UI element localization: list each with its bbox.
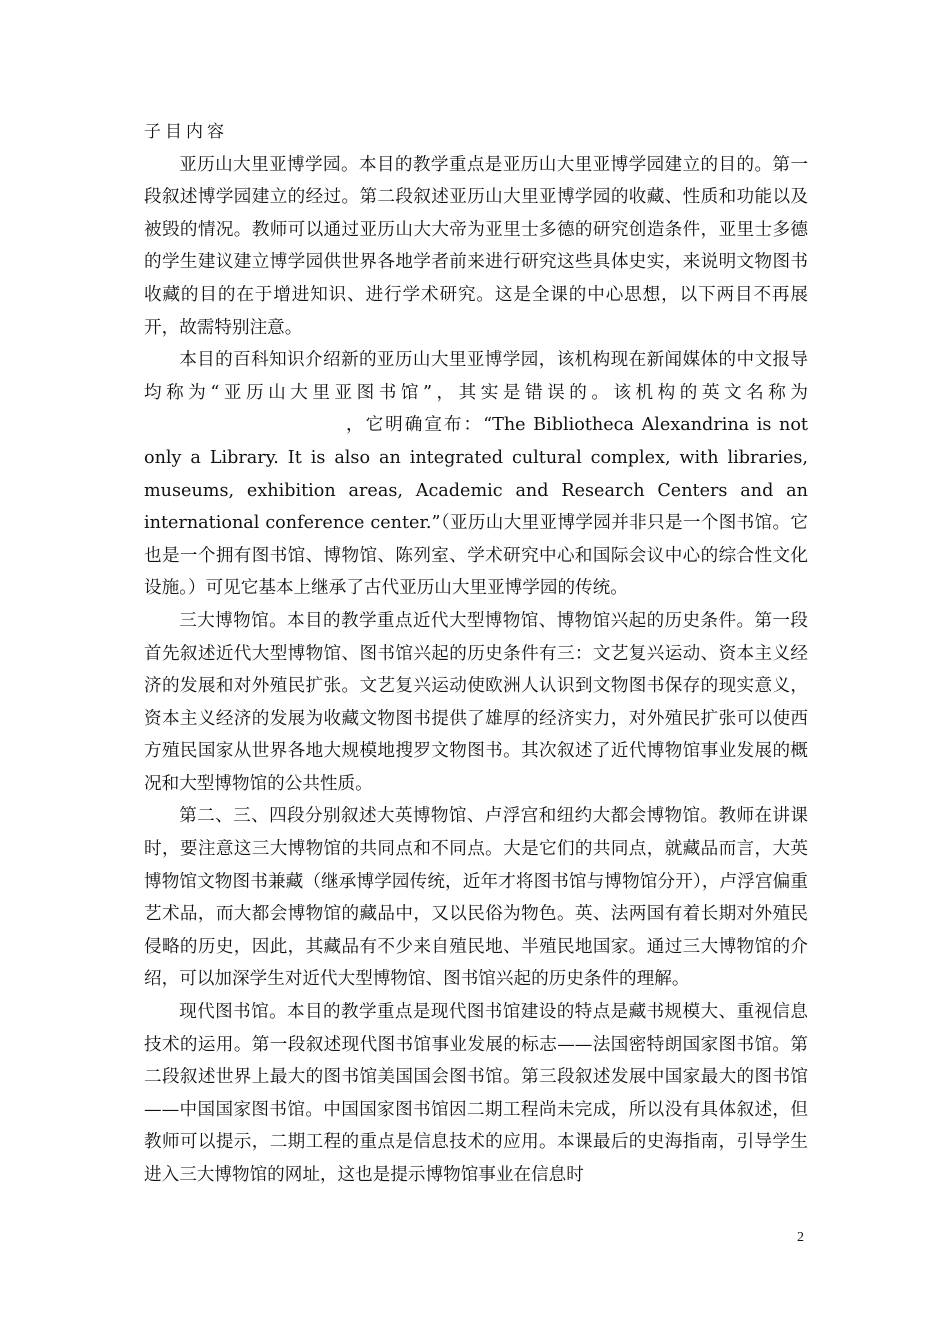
paragraph-new-alexandria [144, 344, 808, 605]
paragraph-museum-comparison: 第二、三、四段分别叙述大英博物馆、卢浮宫和纽约大都会博物馆。教师在讲课时，要注意这三大博物馆的共同点和不同点。大是它们的共同点，就藏品而言，大英博物馆文物图书兼藏（继承博学园传统，近年才将图书馆与博物馆分开），卢浮宫偏重艺术品，而大都会博物馆的藏品中，又以民俗为物色。英、法两国有着长期对外殖民侵略的历史，因此，其藏品有不少来自殖民地、半殖民地国家。通过三大博物馆的介绍，可以加深学生对近代大型博物馆、图书馆兴起的历史条件的理解。 [144, 806, 808, 990]
paragraph-three-museums: 三大博物馆。本目的教学重点近代大型博物馆、博物馆兴起的历史条件。第一段首先叙述近代大型博物馆、图书馆兴起的历史条件有三：文艺复兴运动、资本主义经济的发展和对外殖民扩张。文艺复兴运动使欧洲人认识到文物图书保存的现实意义，资本主义经济的发展为收藏文物图书提供了雄厚的经济实力，对外殖民扩张可以使西方殖民国家从世界各地大规模地搜罗文物图书。其次叙述了近代博物馆事业发展的概况和大型博物馆的公共性质。 [144, 610, 808, 794]
section-heading: 子目内容 [144, 122, 228, 142]
paragraph-new-alexandria-part2: ，它明确宣布：“The Bibliotheca Alexandrina is not only a Library. It is also an integrated cultural complex, with libraries, museums, exhibition areas, Academic and Research Centers and an international conference center.”（亚历山大里亚博学园并非只是一个图书馆。它也是一个拥有图书馆、博物馆、陈列室、学术研究中心和国际会议中心的综合性文化设施。）可见它基本上继承了古代亚历山大里亚博学园的传统。 [144, 415, 808, 599]
paragraph-new-alexandria-part1: 本目的百科知识介绍新的亚历山大里亚博学园，该机构现在新闻媒体的中文报导均称为“亚历山大里亚图书馆”，其实是错误的。该机构的英文名称为 [144, 350, 808, 403]
page-number: 2 [797, 1230, 804, 1245]
paragraph-modern-library: 现代图书馆。本目的教学重点是现代图书馆建设的特点是藏书规模大、重视信息技术的运用。第一段叙述现代图书馆事业发展的标志——法国密特朗国家图书馆。第二段叙述世界上最大的图书馆美国国会图书馆。第三段叙述发展中国家最大的图书馆——中国国家图书馆。中国国家图书馆因二期工程尚未完成，所以没有具体叙述，但教师可以提示，二期工程的重点是信息技术的应用。本课最后的史海指南，引导学生进入三大博物馆的网址，这也是提示博物馆事业在信息时 [144, 1002, 808, 1185]
paragraph-alexandria-academy: 亚历山大里亚博学园。本目的教学重点是亚历山大里亚博学园建立的目的。第一段叙述博学园建立的经过。第二段叙述亚历山大里亚博学园的收藏、性质和功能以及被毁的情况。教师可以通过亚历山大大帝为亚里士多德的研究创造条件，亚里士多德的学生建议建立博学园供世界各地学者前来进行研究这些具体史实，来说明文物图书收藏的目的在于增进知识、进行学术研究。这是全课的中心思想，以下两目不再展开，故需特别注意。 [144, 154, 808, 338]
body-text [144, 116, 808, 1192]
